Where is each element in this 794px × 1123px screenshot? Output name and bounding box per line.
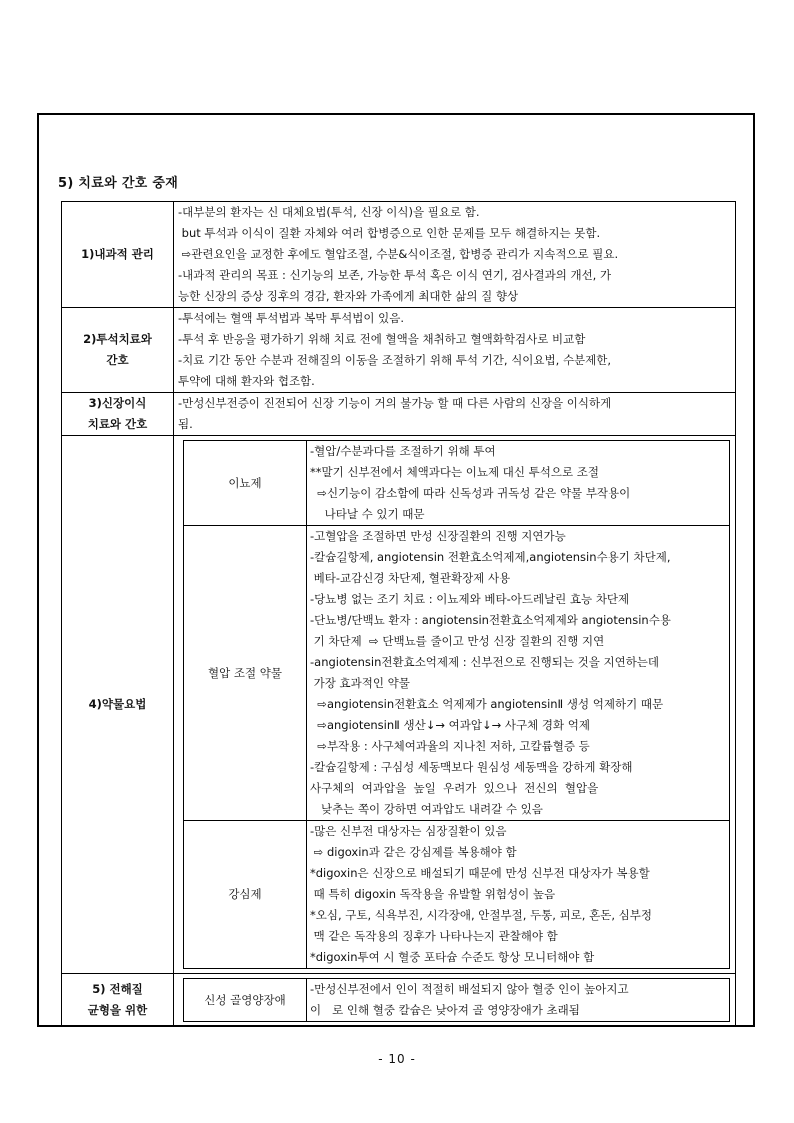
text-line: -칼슘길항제 : 구심성 세동맥보다 원심성 세동맥을 강하게 확장해 [310, 760, 633, 774]
text-line: **말기 신부전에서 체액과다는 이뇨제 대신 투석으로 조절 [310, 465, 599, 479]
text-line: *digoxin투여 시 혈중 포타슘 수준도 항상 모니터해야 함 [310, 950, 595, 964]
sub-row [184, 526, 730, 821]
electrolyte-subtable [183, 978, 730, 1022]
table-row [62, 202, 736, 308]
text-line: -투석 후 반응을 평가하기 위해 치료 전에 혈액을 채취하고 혈액화학검사로 비교함 [178, 332, 586, 346]
sub-label: 혈압 조절 약물 [184, 526, 307, 821]
text-line: -대부분의 환자는 신 대체요법(투석, 신장 이식)을 필요로 함. [178, 205, 480, 219]
sub-content [307, 821, 730, 969]
text-line: -단뇨병/단백뇨 환자 : angiotensin전환효소억제제와 angiotensin수용 [310, 613, 671, 627]
table-row [62, 308, 736, 393]
medication-subtable [183, 440, 730, 969]
sub-label: 이뇨제 [184, 441, 307, 526]
row-label [62, 308, 174, 393]
text-line: 베타-교감신경 차단제, 혈관확장제 사용 [310, 571, 511, 585]
row-content [174, 974, 736, 1027]
text-line: ⇨angiotensinⅡ 생산↓→ 여과압↓→ 사구체 경화 억제 [310, 718, 590, 732]
text-line: ⇨angiotensin전환효소 억제제가 angiotensinⅡ 생성 억제하기 때문 [310, 697, 664, 711]
text-line: -내과적 관리의 목표 : 신기능의 보존, 가능한 투석 혹은 이식 연기, 검사결과의 개선, 가 [178, 268, 612, 282]
text-line: -치료 기간 동안 수분과 전해질의 이동을 조절하기 위해 투석 기간, 식이요법, 수분제한, [178, 353, 612, 367]
text-line: -angiotensin전환효소억제제 : 신부전으로 진행되는 것을 지연하는데 [310, 655, 660, 669]
row-label [62, 974, 174, 1027]
text-line: but 투석과 이식이 질환 자체와 여러 합병증으로 인한 문제를 모두 해결하지는 못함. [178, 226, 601, 240]
label-line: 2)투석치료와 [83, 332, 152, 346]
sub-row [184, 979, 730, 1022]
text-line: 능한 신장의 증상 징후의 경감, 환자와 가족에게 최대한 삶의 질 향상 [178, 289, 519, 303]
text-line: -만성신부전증이 진전되어 신장 기능이 거의 불가능 할 때 다른 사람의 신장을 이식하게 [178, 396, 612, 410]
sub-row [184, 441, 730, 526]
table-row [62, 393, 736, 436]
sub-content [307, 979, 730, 1022]
label-line: 치료와 간호 [87, 417, 148, 431]
row-label: 1)내과적 관리 [62, 202, 174, 308]
row-content [174, 202, 736, 308]
text-line: 기 차단제 ⇨ 단백뇨를 줄이고 만성 신장 질환의 진행 지연 [310, 634, 605, 648]
text-line: ⇨관련요인을 교정한 후에도 혈압조절, 수분&식이조절, 합병증 관리가 지속적으로 필요. [178, 247, 619, 261]
text-line: 투약에 대해 환자와 협조함. [178, 374, 315, 388]
text-line: *오심, 구토, 식욕부진, 시각장애, 안절부절, 두통, 피로, 혼돈, 심부정 [310, 908, 652, 922]
row-label [62, 393, 174, 436]
text-line: -많은 신부전 대상자는 심장질환이 있음 [310, 824, 507, 838]
treatment-table [61, 201, 736, 1027]
page-number: - 10 - [378, 1052, 416, 1066]
table-row [62, 974, 736, 1027]
text-line: -당뇨병 없는 조기 치료 : 이뇨제와 베타-아드레날린 효능 차단제 [310, 592, 630, 606]
label-line: 5) 전해질 [92, 982, 143, 996]
table-row [62, 436, 736, 974]
text-line: 됨. [178, 417, 193, 431]
text-line: ⇨신기능이 감소함에 따라 신독성과 귀독성 같은 약물 부작용이 [310, 486, 631, 500]
row-content [174, 436, 736, 974]
row-label: 4)약물요법 [62, 436, 174, 974]
text-line: 때 특히 digoxin 독작용을 유발할 위험성이 높음 [310, 887, 556, 901]
text-line: 낮추는 쪽이 강하면 여과압도 내려갈 수 있음 [310, 802, 543, 816]
text-line: -칼슘길항제, angiotensin 전환효소억제제,angiotensin수용기 차단제, [310, 550, 671, 564]
row-content [174, 308, 736, 393]
text-line: 이 로 인해 혈중 칼슘은 낮아져 골 영양장애가 초래됨 [310, 1003, 580, 1017]
text-line: -투석에는 혈액 투석법과 복막 투석법이 있음. [178, 311, 405, 325]
section-title: 5) 치료와 간호 중재 [58, 176, 179, 191]
text-line: -고혈압을 조절하면 만성 신장질환의 진행 지연가능 [310, 529, 566, 543]
sub-label: 강심제 [184, 821, 307, 969]
text-line: -만성신부전에서 인이 적절히 배설되지 않아 혈중 인이 높아지고 [310, 982, 629, 996]
label-line: 균형을 위한 [87, 1003, 148, 1017]
label-line: 3)신장이식 [88, 396, 147, 410]
sub-content [307, 441, 730, 526]
text-line: 가장 효과적인 약물 [310, 676, 410, 690]
text-line: 나타날 수 있기 때문 [310, 507, 425, 521]
sub-row [184, 821, 730, 969]
sub-content [307, 526, 730, 821]
label-line: 간호 [106, 353, 129, 367]
sub-label: 신성 골영양장애 [184, 979, 307, 1022]
text-line: -혈압/수분과다를 조절하기 위해 투여 [310, 444, 496, 458]
text-line: ⇨부작용 : 사구체여과율의 지나친 저하, 고칼륨혈증 등 [310, 739, 590, 753]
text-line: 맥 같은 독작용의 징후가 나타나는지 관찰해야 함 [310, 929, 558, 943]
row-content [174, 393, 736, 436]
text-line: ⇨ digoxin과 같은 강심제를 복용해야 함 [310, 845, 517, 859]
text-line: *digoxin은 신장으로 배설되기 때문에 만성 신부전 대상자가 복용할 [310, 866, 650, 880]
text-line: 사구체의 여과압을 높일 우려가 있으나 전신의 혈압을 [310, 781, 599, 795]
